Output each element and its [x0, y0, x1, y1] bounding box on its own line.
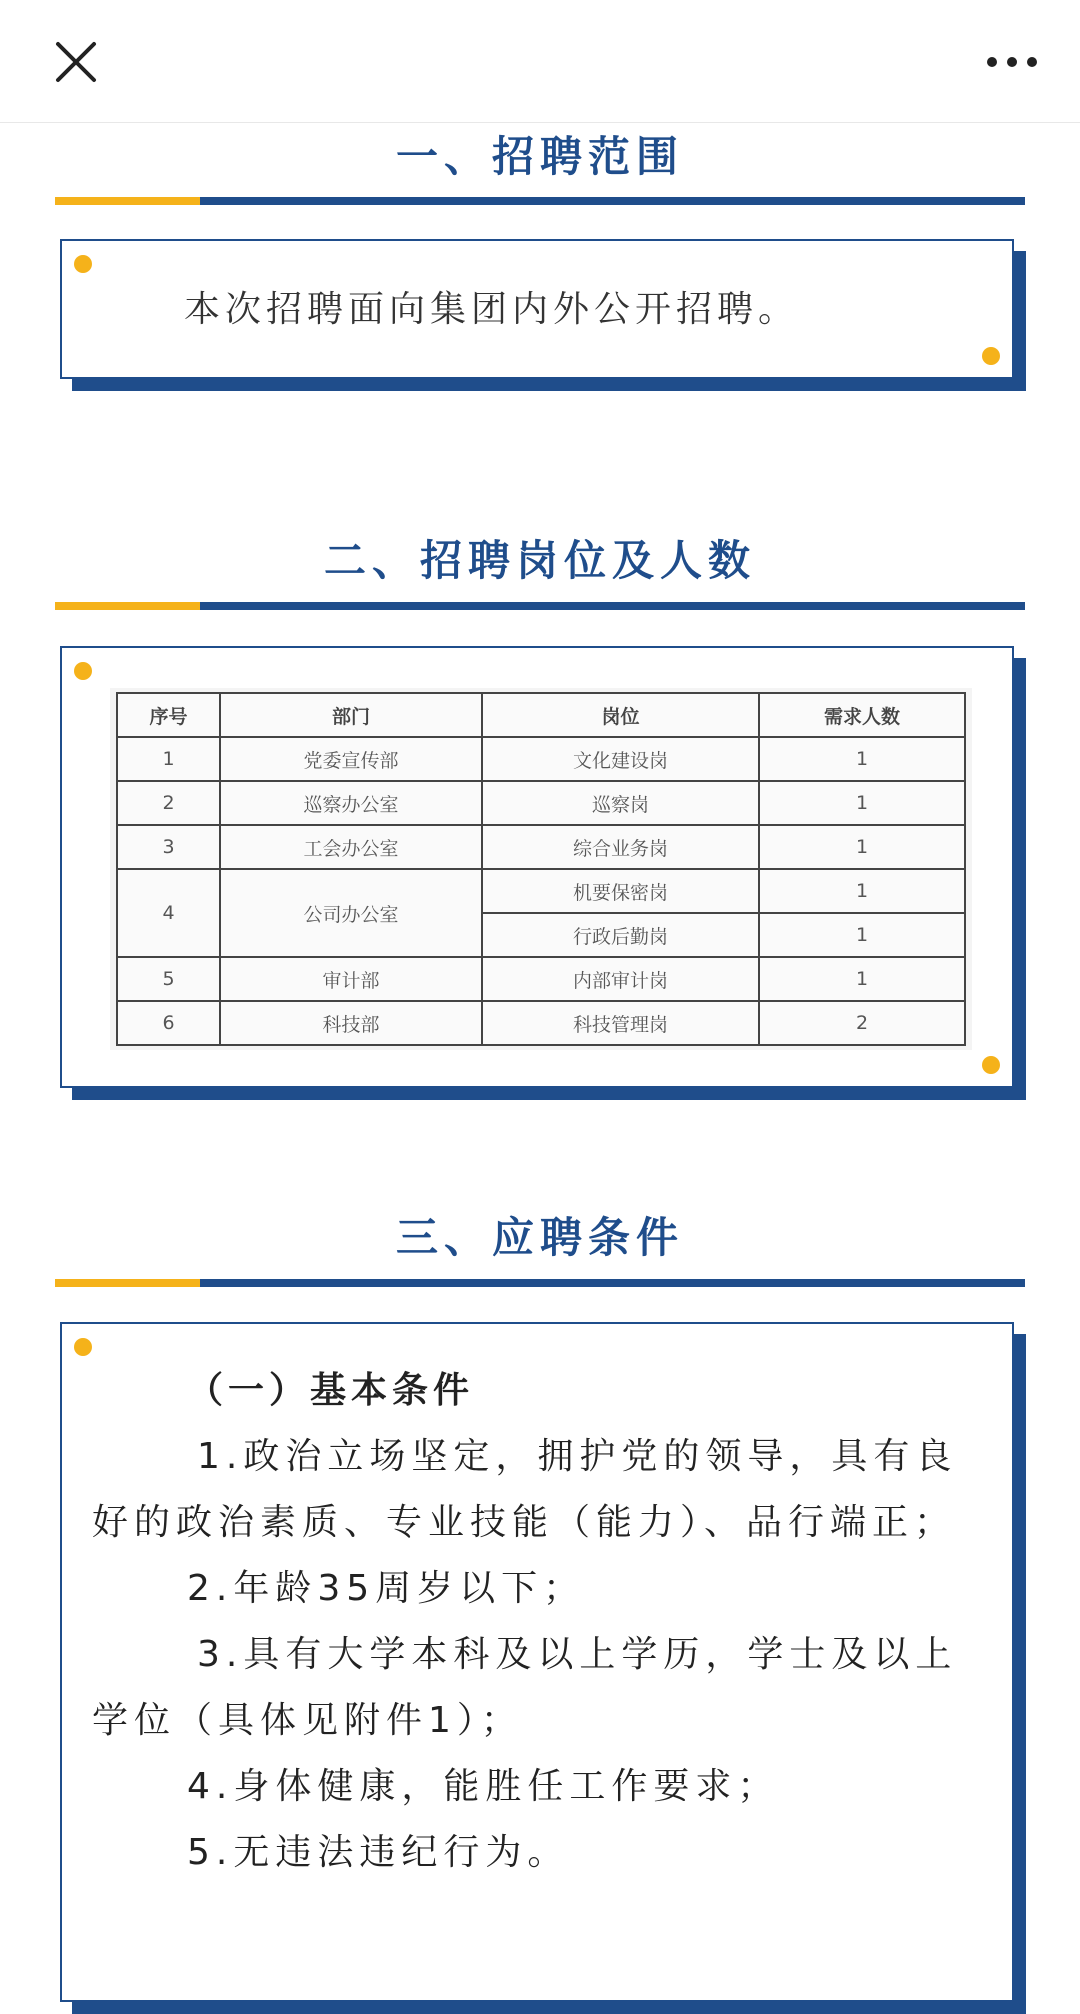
table-row — [117, 825, 965, 869]
requirement-item: 3.具有大学本科及以上学历，学士及以上学位（具体见附件1）； — [92, 1634, 958, 1741]
cell-no: 1 — [117, 737, 220, 781]
requirements-subheading: （一）基本条件 — [187, 1370, 475, 1411]
requirement-item: 1.政治立场坚定，拥护党的领导，具有良好的政治素质、专业技能（能力）、品行端正； — [92, 1436, 958, 1543]
cell-count: 1 — [759, 869, 965, 913]
cell-dept: 科技部 — [220, 1001, 482, 1045]
cell-post: 内部审计岗 — [482, 957, 759, 1001]
cell-count: 2 — [759, 1001, 965, 1045]
cell-count: 1 — [759, 957, 965, 1001]
cell-count: 1 — [759, 825, 965, 869]
column-header-count: 需求人数 — [759, 693, 965, 737]
cell-dept: 公司办公室 — [220, 869, 482, 957]
requirement-item: 2.年龄35周岁以下； — [187, 1568, 586, 1609]
title-divider — [55, 602, 1025, 610]
card-dot-decoration — [74, 255, 92, 273]
positions-table-image — [110, 688, 972, 1050]
cell-count: 1 — [759, 737, 965, 781]
cell-post: 巡察岗 — [482, 781, 759, 825]
requirement-item: 5.无违法违纪行为。 — [187, 1832, 570, 1873]
cell-no: 3 — [117, 825, 220, 869]
top-bar — [0, 0, 1080, 123]
scope-text: 本次招聘面向集团内外公开招聘。 — [184, 289, 800, 330]
column-header-no: 序号 — [117, 693, 220, 737]
cell-dept: 巡察办公室 — [220, 781, 482, 825]
card-dot-decoration — [982, 347, 1000, 365]
more-horizontal-icon[interactable] — [980, 44, 1044, 80]
requirement-item: 4.身体健康，能胜任工作要求； — [187, 1766, 780, 1807]
title-divider — [55, 1279, 1025, 1287]
card-dot-decoration — [74, 1338, 92, 1356]
scope-card — [60, 239, 1014, 379]
card-dot-decoration — [982, 1056, 1000, 1074]
cell-dept: 审计部 — [220, 957, 482, 1001]
cell-dept: 党委宣传部 — [220, 737, 482, 781]
requirements-card — [60, 1322, 1014, 2002]
table-row — [117, 869, 965, 913]
cell-post: 综合业务岗 — [482, 825, 759, 869]
cell-post: 行政后勤岗 — [482, 913, 759, 957]
cell-post: 科技管理岗 — [482, 1001, 759, 1045]
positions-card — [60, 646, 1014, 1088]
cell-post: 机要保密岗 — [482, 869, 759, 913]
section-title-scope: 一、招聘范围 — [395, 132, 684, 181]
cell-count: 1 — [759, 781, 965, 825]
title-divider — [55, 197, 1025, 205]
cell-no: 6 — [117, 1001, 220, 1045]
positions-table — [116, 692, 966, 1046]
requirements-text — [92, 1358, 977, 1886]
cell-dept: 工会办公室 — [220, 825, 482, 869]
table-row — [117, 781, 965, 825]
cell-count: 1 — [759, 913, 965, 957]
table-row — [117, 1001, 965, 1045]
cell-post: 文化建设岗 — [482, 737, 759, 781]
cell-no: 5 — [117, 957, 220, 1001]
table-header-row — [117, 693, 965, 737]
cell-no: 4 — [117, 869, 220, 957]
card-dot-decoration — [74, 662, 92, 680]
table-row — [117, 957, 965, 1001]
section-title-requirements: 三、应聘条件 — [395, 1213, 684, 1262]
section-title-positions: 二、招聘岗位及人数 — [323, 536, 756, 585]
cell-no: 2 — [117, 781, 220, 825]
close-icon[interactable] — [44, 30, 108, 94]
column-header-post: 岗位 — [482, 693, 759, 737]
column-header-dept: 部门 — [220, 693, 482, 737]
table-row — [117, 737, 965, 781]
